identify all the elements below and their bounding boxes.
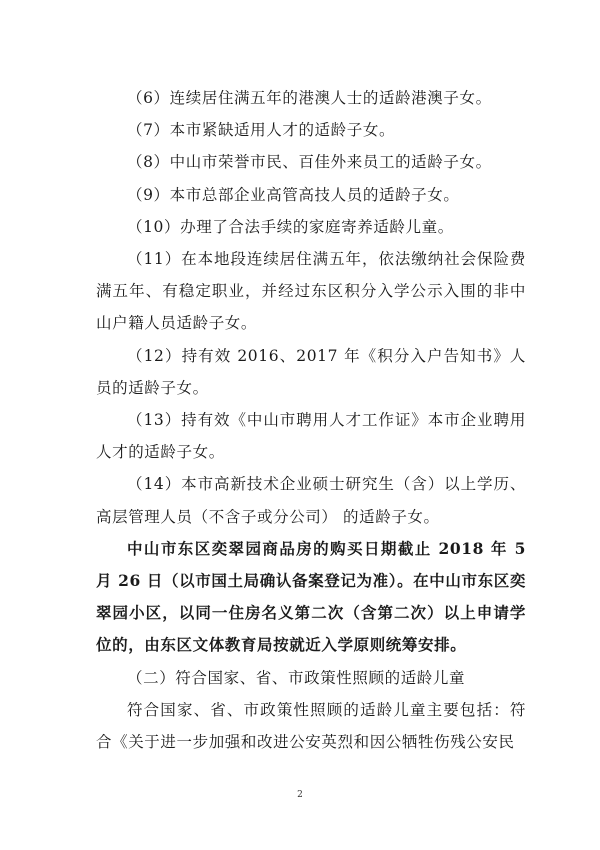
list-item-13: （13）持有效《中山市聘用人才工作证》本市企业聘用人才的适龄子女。: [96, 411, 526, 462]
section-paragraph: 符合国家、省、市政策性照顾的适龄儿童主要包括：符合《关于进一步加强和改进公安英烈和因公牺牲伤残公安民: [96, 700, 526, 752]
bold-notice-paragraph: 中山市东区奕翠园商品房的购买日期截止 2018 年 5 月 26 日（以市国土局确认备案登记为准）。在中山市东区奕翠园小区，以同一住房名义第二次（含第二次）以上申请学位的，由东区文体教育局按就近入学原则统筹安排。: [96, 538, 526, 655]
document-body: [96, 82, 526, 758]
list-item-11: （11）在本地段连续居住满五年，依法缴纳社会保险费满五年、有稳定职业，并经过东区积分入学公示入围的非中山户籍人员适龄子女。: [96, 250, 526, 333]
list-item-12: （12）持有效 2016、2017 年《积分入户告知书》人员的适龄子女。: [96, 346, 526, 397]
list-item-14: （14）本市高新技术企业硕士研究生（含）以上学历、高层管理人员（不含子或分公司） 的适龄子女。: [96, 475, 526, 526]
page-number: 2: [297, 790, 303, 800]
list-item-7: （7）本市紧缺适用人才的适龄子女。: [127, 121, 396, 140]
list-item-8: （8）中山市荣誉市民、百佳外来员工的适龄子女。: [127, 153, 492, 172]
list-item-10: （10）办理了合法手续的家庭寄养适龄儿童。: [127, 217, 454, 236]
section-heading: （二）符合国家、省、市政策性照顾的适龄儿童: [127, 668, 466, 687]
list-item-6: （6）连续居住满五年的港澳人士的适龄港澳子女。: [127, 89, 492, 107]
list-item-9: （9）本市总部企业高管高技人员的适龄子女。: [127, 185, 460, 204]
